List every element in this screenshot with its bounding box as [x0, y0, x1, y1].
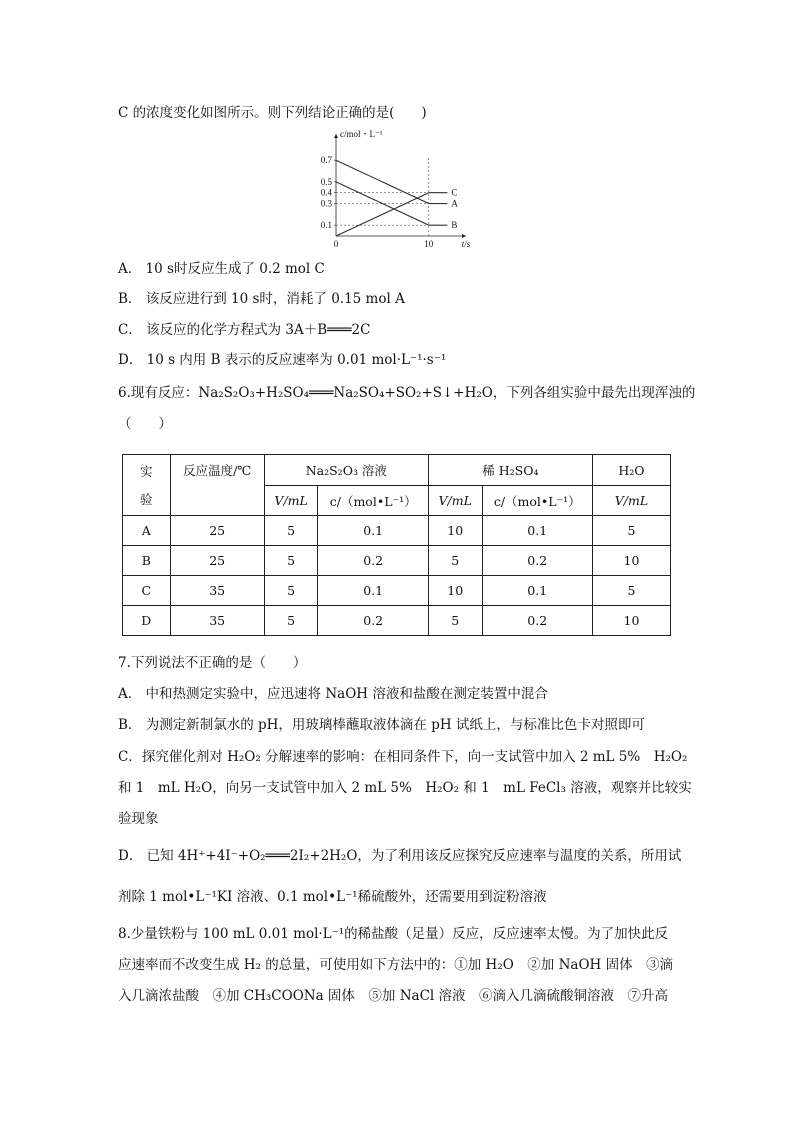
table-row — [123, 516, 671, 546]
series-line-a — [336, 160, 447, 203]
y-tick-label: 0.7 — [320, 155, 332, 166]
header-na2s2o3: Na₂S₂O₃ 溶液 — [264, 455, 428, 486]
x-axis-label: t/s — [461, 239, 471, 248]
table-cell: 35 — [170, 576, 264, 606]
header-experiment: 实 验 — [123, 455, 171, 516]
table-cell: 10 — [428, 516, 482, 546]
q5-option-c: C． 该反应的化学方程式为 3A＋B═══2C — [118, 322, 371, 338]
table-cell: 5 — [592, 576, 670, 606]
table-cell: D — [123, 606, 171, 636]
q7-option-a: A． 中和热测定实验中，应迅速将 NaOH 溶液和盐酸在测定装置中混合 — [118, 686, 548, 702]
q8-line3: 入几滴浓盐酸 ④加 CH₃COONa 固体 ⑤加 NaCl 溶液 ⑥滴入几滴硫酸铜溶液 ⑦升高 — [118, 988, 669, 1004]
q6-stem: 6.现有反应：Na₂S₂O₃+H₂SO₄═══Na₂SO₄+SO₂+S↓+H₂O，下列各组实验中最先出现浑浊的 — [118, 385, 696, 401]
series-label-b: B — [451, 220, 458, 231]
q7-stem: 7.下列说法不正确的是（ ） — [118, 655, 307, 671]
y-axis-label: c/mol・L⁻¹ — [340, 129, 383, 139]
table-cell: 10 — [428, 576, 482, 606]
q5-option-d: D． 10 s 内用 B 表示的反应速率为 0.01 mol·L⁻¹·s⁻¹ — [118, 352, 447, 368]
y-tick-label: 0.3 — [320, 198, 332, 209]
table-cell: B — [123, 546, 171, 576]
table-row — [123, 606, 671, 636]
header-na-conc: c/（mol•L⁻¹） — [318, 486, 428, 516]
header-na-volume: V/mL — [264, 486, 318, 516]
table-cell: 0.1 — [318, 576, 428, 606]
q7-option-c-line2: 和 1 mL H₂O，向另一支试管中加入 2 mL 5% H₂O₂ 和 1 mL FeCl₃ 溶液，观察并比较实 — [118, 780, 692, 796]
header-h2so4-conc: c/（mol•L⁻¹） — [482, 486, 592, 516]
table-cell: 5 — [264, 606, 318, 636]
table-cell: 5 — [264, 546, 318, 576]
q5-stem: C 的浓度变化如图所示。则下列结论正确的是( ) — [118, 105, 427, 121]
series-label-c: C — [451, 187, 458, 198]
y-tick-label: 0.1 — [320, 220, 332, 231]
x-axis-arrow — [462, 234, 466, 238]
q7-option-c-line3: 验现象 — [118, 811, 159, 827]
table-cell: 25 — [170, 546, 264, 576]
table-cell: 5 — [428, 606, 482, 636]
table-cell: 35 — [170, 606, 264, 636]
header-temperature: 反应温度/℃ — [170, 455, 264, 516]
q7-option-d-line1: D． 已知 4H⁺+4I⁻+O₂═══2I₂+2H₂O，为了利用该反应探究反应速率与温度的关系，所用试 — [118, 848, 682, 864]
table-cell: 5 — [592, 516, 670, 546]
table-cell: 0.2 — [482, 546, 592, 576]
table-cell: 0.1 — [318, 516, 428, 546]
series-line-c — [336, 193, 447, 236]
table-cell: 10 — [592, 546, 670, 576]
table-cell: 0.2 — [318, 546, 428, 576]
table-cell: 0.1 — [482, 576, 592, 606]
q5-option-a: A． 10 s时反应生成了 0.2 mol C — [118, 261, 325, 277]
header-h2o: H₂O — [592, 455, 670, 486]
y-tick-label: 0.4 — [320, 187, 332, 198]
q8-line2: 应速率而不改变生成 H₂ 的总量，可使用如下方法中的：①加 H₂O ②加 NaOH 固体 ③滴 — [118, 957, 674, 973]
table-row — [123, 546, 671, 576]
table-cell: 25 — [170, 516, 264, 546]
header-h2so4-volume: V/mL — [428, 486, 482, 516]
table-cell: 10 — [592, 606, 670, 636]
series-label-a: A — [451, 198, 458, 209]
table-row — [123, 576, 671, 606]
table-cell: 0.2 — [482, 606, 592, 636]
table-cell: 0.1 — [482, 516, 592, 546]
origin-label: 0 — [333, 239, 339, 248]
experiment-table — [122, 454, 671, 636]
header-h2o-volume: V/mL — [592, 486, 670, 516]
q7-option-d-line2: 剂除 1 mol•L⁻¹KI 溶液、0.1 mol•L⁻¹稀硫酸外，还需要用到淀粉溶液 — [118, 889, 547, 905]
table-cell: 5 — [428, 546, 482, 576]
table-cell: A — [123, 516, 171, 546]
q7-option-c-line1: C．探究催化剂对 H₂O₂ 分解速率的影响：在相同条件下，向一支试管中加入 2 mL 5% H₂O₂ — [118, 749, 688, 765]
y-axis-arrow — [334, 134, 338, 138]
table-cell: 5 — [264, 516, 318, 546]
q8-line1: 8.少量铁粉与 100 mL 0.01 mol·L⁻¹的稀盐酸（足量）反应，反应速率太慢。为了加快此反 — [118, 926, 669, 942]
q6-stem-paren: （ ） — [118, 416, 172, 432]
q5-option-b: B． 该反应进行到 10 s时，消耗了 0.15 mol A — [118, 291, 405, 307]
concentration-time-chart — [318, 128, 478, 248]
header-h2so4: 稀 H₂SO₄ — [428, 455, 592, 486]
y-tick-label: 0.5 — [320, 176, 332, 187]
x-tick-label: 10 — [424, 239, 434, 248]
table-cell: 5 — [264, 576, 318, 606]
table-cell: C — [123, 576, 171, 606]
table-cell: 0.2 — [318, 606, 428, 636]
q7-option-b: B． 为测定新制氯水的 pH，用玻璃棒蘸取液体滴在 pH 试纸上，与标准比色卡对照即可 — [118, 717, 645, 733]
